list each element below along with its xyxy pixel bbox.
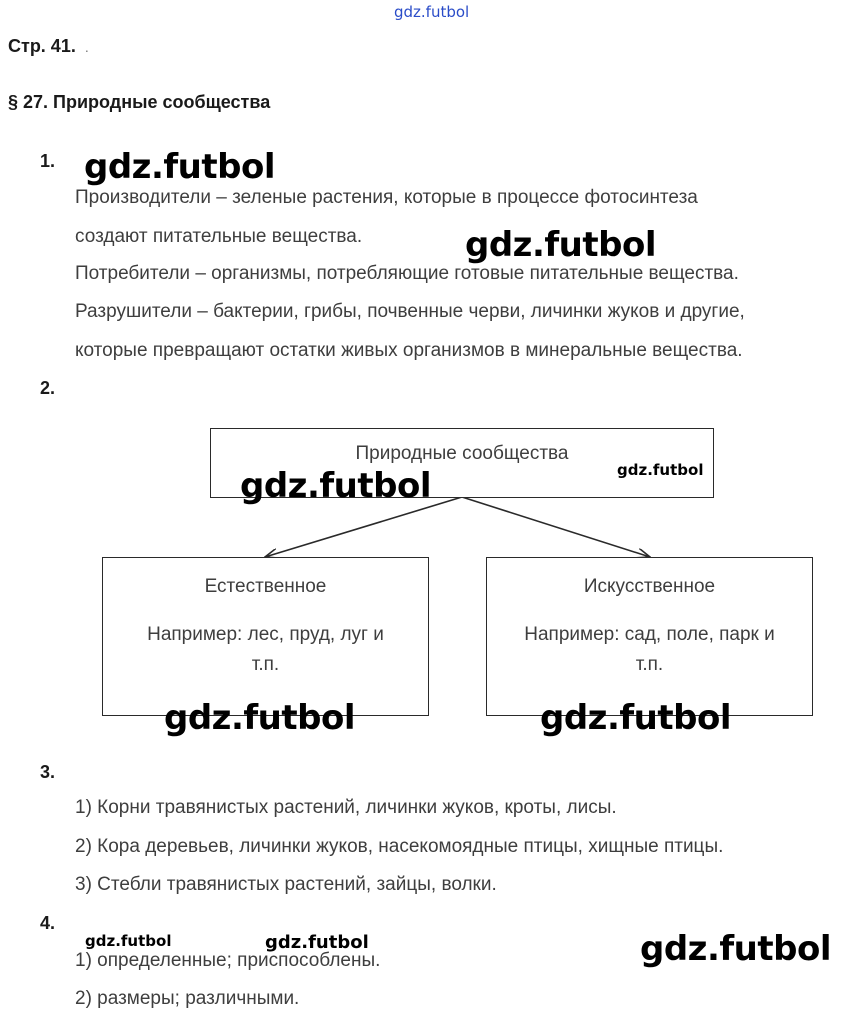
task-1-line: Потребители – организмы, потребляющие готовые питательные вещества. <box>75 263 739 284</box>
arrow-to-natural <box>265 497 462 557</box>
diagram-natural-box <box>102 557 429 716</box>
task-2-number: 2. <box>40 378 56 398</box>
task-4-number: 4. <box>40 913 56 933</box>
diagram-natural-example: Например: лес, пруд, луг и <box>147 624 384 645</box>
task-3-line: 2) Кора деревьев, личинки жуков, насекомоядные птицы, хищные птицы. <box>75 836 724 857</box>
task-4-line: 1) определенные; приспособлены. <box>75 950 381 971</box>
page-reference-mark: . <box>84 39 89 55</box>
watermark: gdz.futbol <box>617 461 704 479</box>
diagram-artificial-example: Например: сад, поле, парк и <box>524 624 775 645</box>
watermark: gdz.futbol <box>465 225 656 265</box>
watermark: gdz.futbol <box>85 932 172 950</box>
task-1-line: создают питательные вещества. <box>75 226 363 247</box>
watermark: gdz.futbol <box>164 698 355 738</box>
watermark-top: gdz.futbol <box>394 3 470 21</box>
task-1-line: Производители – зеленые растения, которые в процессе фотосинтеза <box>75 187 698 208</box>
task-1-line: Разрушители – бактерии, грибы, почвенные черви, личинки жуков и другие, <box>75 301 745 322</box>
diagram-natural-example-cont: т.п. <box>251 654 280 675</box>
watermark: gdz.futbol <box>84 147 275 187</box>
watermark: gdz.futbol <box>265 932 369 953</box>
arrow-to-artificial <box>462 497 650 557</box>
task-4-line: 2) размеры; различными. <box>75 988 300 1009</box>
diagram-natural-title: Естественное <box>204 576 327 597</box>
task-3-number: 3. <box>40 762 56 782</box>
task-1-number: 1. <box>40 151 56 171</box>
diagram-artificial-example-cont: т.п. <box>635 654 664 675</box>
task-3-line: 1) Корни травянистых растений, личинки жуков, кроты, лисы. <box>75 797 617 818</box>
task-3-line: 3) Стебли травянистых растений, зайцы, волки. <box>75 874 497 895</box>
diagram-artificial-title: Искусственное <box>583 576 716 597</box>
watermark: gdz.futbol <box>240 466 431 506</box>
diagram-root-label: Природные сообщества <box>355 443 569 464</box>
task-1-line: которые превращают остатки живых организмов в минеральные вещества. <box>75 340 743 361</box>
page-reference-text: Стр. 41. <box>8 36 76 56</box>
section-title: § 27. Природные сообщества <box>8 92 271 112</box>
watermark: gdz.futbol <box>540 698 731 738</box>
watermark: gdz.futbol <box>640 929 831 969</box>
diagram-artificial-box <box>486 557 813 716</box>
